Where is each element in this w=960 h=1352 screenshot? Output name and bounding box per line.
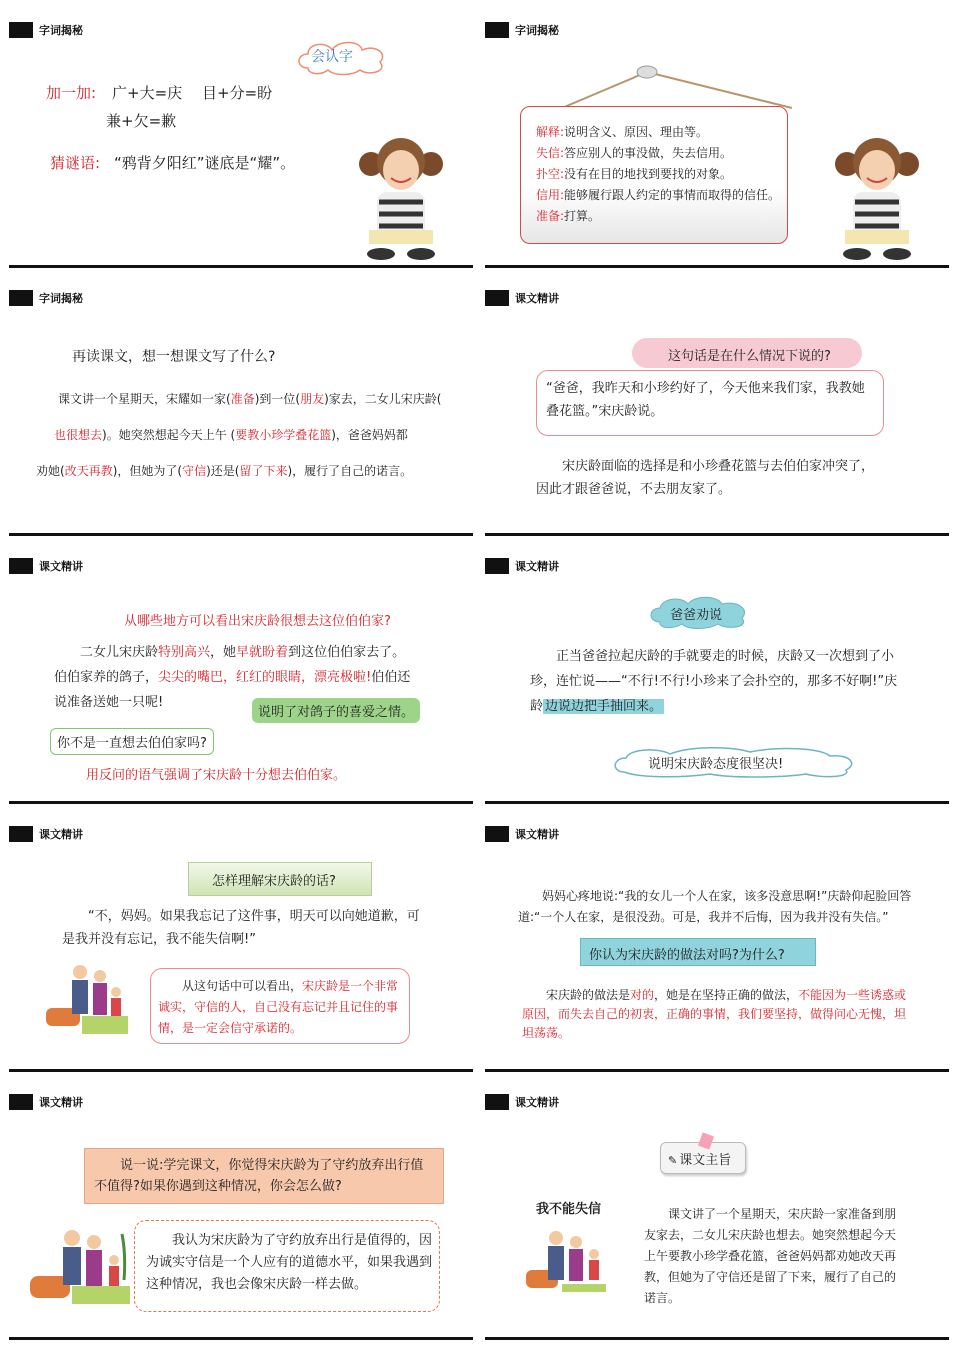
answer-text: 宋庆龄的做法是对的，她是在坚持正确的做法，不能因为一些诱惑或原因，而失去自己的初衷，正确的事情，我们要坚持，做得问心无愧，坦坦荡荡。	[522, 988, 907, 1040]
prompt-text: 说一说:学完课文，你觉得宋庆龄为了守约放弃出行值不值得?如果你遇到这种情况，你会怎么做?	[94, 1158, 424, 1194]
slide-10	[482, 1078, 952, 1346]
slide-divider	[485, 801, 949, 804]
quote-text: “爸爸，我昨天和小珍约好了，今天他来我们家，我教她叠花篮。”宋庆龄说。	[546, 381, 865, 419]
equation-1: 广+大=庆	[112, 84, 183, 102]
slide-header	[9, 20, 83, 40]
slide-2	[482, 6, 952, 274]
theme-badge-text: ✎ 课文主旨	[668, 1153, 732, 1168]
header-title: 课文精讲	[515, 828, 559, 841]
hanging-string-icon	[552, 62, 802, 112]
header-block-icon	[485, 1094, 509, 1110]
reply-text: 我认为宋庆龄为了守约放弃出行是值得的，因为诚实守信是一个人应有的道德水平，如果我遇到这种情况，我也会像宋庆龄一样去做。	[146, 1233, 433, 1292]
slide-9	[6, 1078, 476, 1346]
passage-text: 正当爸爸拉起庆龄的手就要走的时候，庆龄又一次想到了小珍，连忙说——“不行!不行!小珍来了会扑空的，那多不好啊!”庆龄 边说边把手抽回来。	[530, 649, 898, 714]
slide-divider	[485, 533, 949, 536]
slide-divider	[485, 1069, 949, 1072]
header-block-icon	[9, 558, 33, 574]
header-block-icon	[9, 826, 33, 842]
family-icon	[42, 958, 132, 1036]
equation-3: 兼+欠=歉	[106, 112, 177, 130]
slide-1	[6, 6, 476, 274]
cloud-note: 说明宋庆龄态度很坚决!	[648, 757, 784, 772]
summary-text: 课文讲了一个星期天，宋庆龄一家准备到朋友家去，二女儿宋庆龄也想去。她突然想起今天上午要教小珍学叠花篮，爸爸妈妈都劝她改天再教，但她为了守信还是留了下来，履行了自己的诺言。	[644, 1207, 897, 1305]
header-title: 字词揭秘	[515, 24, 559, 37]
slide-7	[6, 810, 476, 1078]
rhetoric-note: 用反问的语气强调了宋庆龄十分想去伯伯家。	[86, 768, 347, 783]
add-label: 加一加:	[46, 84, 97, 102]
answer-text: 宋庆龄面临的选择是和小珍叠花篮与去伯伯家冲突了，因此才跟爸爸说，不去朋友家了。	[536, 459, 875, 497]
question-banner-text: 这句话是在什么情况下说的?	[668, 349, 831, 364]
lesson-title: 我不能失信	[536, 1202, 602, 1217]
summary-line-3: 劝她(改天再教)，但她为了(守信)还是(留了下来)，履行了自己的诺言。	[36, 464, 413, 478]
header-title: 课文精讲	[515, 560, 559, 573]
slide-divider	[485, 1337, 949, 1340]
rhetoric-box: 你不是一直想去伯伯家吗?	[50, 728, 214, 755]
definition-row: 信用:能够履行跟人约定的事情而取得的信任。	[536, 188, 781, 202]
slide-8	[482, 810, 952, 1078]
slide-header	[485, 288, 559, 308]
passage-text: 二女儿宋庆龄特别高兴，她早就盼着到这位伯伯家去了。伯伯家养的鸽子，尖尖的嘴巴，红红的眼睛，漂亮极啦!伯伯还说准备送她一只呢!	[54, 645, 411, 710]
slide-header	[9, 556, 83, 576]
header-block-icon	[9, 22, 33, 38]
quote-text: “不，妈妈。如果我忘记了这件事，明天可以向她道歉，可是我并没有忘记，我不能失信啊!”	[62, 909, 420, 947]
slide-header	[485, 1092, 559, 1112]
definition-row: 解释:说明含义、原因、理由等。	[536, 125, 709, 139]
reading-girl-icon	[351, 126, 451, 266]
header-block-icon	[485, 22, 509, 38]
answer-text: 从这句话中可以看出，宋庆龄是一个非常诚实，守信的人，自己没有忘记并且记住的事情，是一定会信守承诺的。	[158, 979, 399, 1035]
slide-divider	[485, 265, 949, 268]
question-banner-text: 怎样理解宋庆龄的话?	[212, 874, 336, 889]
slide-divider	[9, 801, 473, 804]
slide-3	[6, 274, 476, 542]
slide-header	[9, 824, 83, 844]
header-title: 字词揭秘	[39, 24, 83, 37]
slide-header	[485, 20, 559, 40]
slide-6	[482, 542, 952, 810]
pigeon-note: 说明了对鸽子的喜爱之情。	[252, 698, 420, 723]
reading-girl-icon	[827, 126, 927, 266]
slide-divider	[9, 533, 473, 536]
summary-line-1: 课文讲一个星期天，宋耀如一家(准备)到一位(朋友)家去，二女儿宋庆龄(	[58, 392, 442, 406]
family-icon	[26, 1224, 134, 1308]
header-block-icon	[9, 290, 33, 306]
definition-list	[536, 122, 780, 227]
cloud-label: 爸爸劝说	[670, 608, 723, 623]
header-block-icon	[485, 826, 509, 842]
header-title: 课文精讲	[39, 1096, 83, 1109]
slide-divider	[9, 265, 473, 268]
reading-question: 再读课文，想一想课文写了什么?	[72, 349, 276, 365]
summary-line-2: 也很想去)。她突然想起今天上午 (要教小珍学叠花篮)，爸爸妈妈都	[54, 428, 408, 442]
definition-row: 扑空:没有在目的地找到要找的对象。	[536, 167, 733, 181]
slide-header	[485, 556, 559, 576]
riddle-label: 猜谜语:	[50, 154, 101, 172]
slide-4	[482, 274, 952, 542]
slide-header	[9, 1092, 83, 1112]
slide-divider	[9, 1069, 473, 1072]
passage-text: 妈妈心疼地说:“我的女儿一个人在家，该多没意思啊!”庆龄仰起脸回答道:“一个人在家，是很没劲。可是，我并不后悔，因为我并没有失信。”	[518, 889, 912, 924]
question-banner: 你认为宋庆龄的做法对吗?为什么?	[580, 938, 816, 966]
question-text: 从哪些地方可以看出宋庆龄很想去这位伯伯家?	[124, 614, 391, 629]
slide-divider	[9, 1337, 473, 1340]
riddle-text: “鸦背夕阳红”谜底是“耀”。	[114, 154, 296, 172]
header-block-icon	[485, 558, 509, 574]
header-title: 课文精讲	[39, 560, 83, 573]
slide-header	[485, 824, 559, 844]
family-icon	[522, 1226, 610, 1296]
header-title: 课文精讲	[515, 292, 559, 305]
header-title: 课文精讲	[39, 828, 83, 841]
slide-header	[9, 288, 83, 308]
header-block-icon	[9, 1094, 33, 1110]
header-title: 字词揭秘	[39, 292, 83, 305]
header-title: 课文精讲	[515, 1096, 559, 1109]
cloud-label: 会认字	[311, 49, 353, 65]
definition-row: 失信:答应别人的事没做，失去信用。	[536, 146, 733, 160]
equation-2: 目+分=盼	[202, 84, 273, 102]
header-block-icon	[485, 290, 509, 306]
slide-5	[6, 542, 476, 810]
definition-row: 准备:打算。	[536, 209, 601, 223]
